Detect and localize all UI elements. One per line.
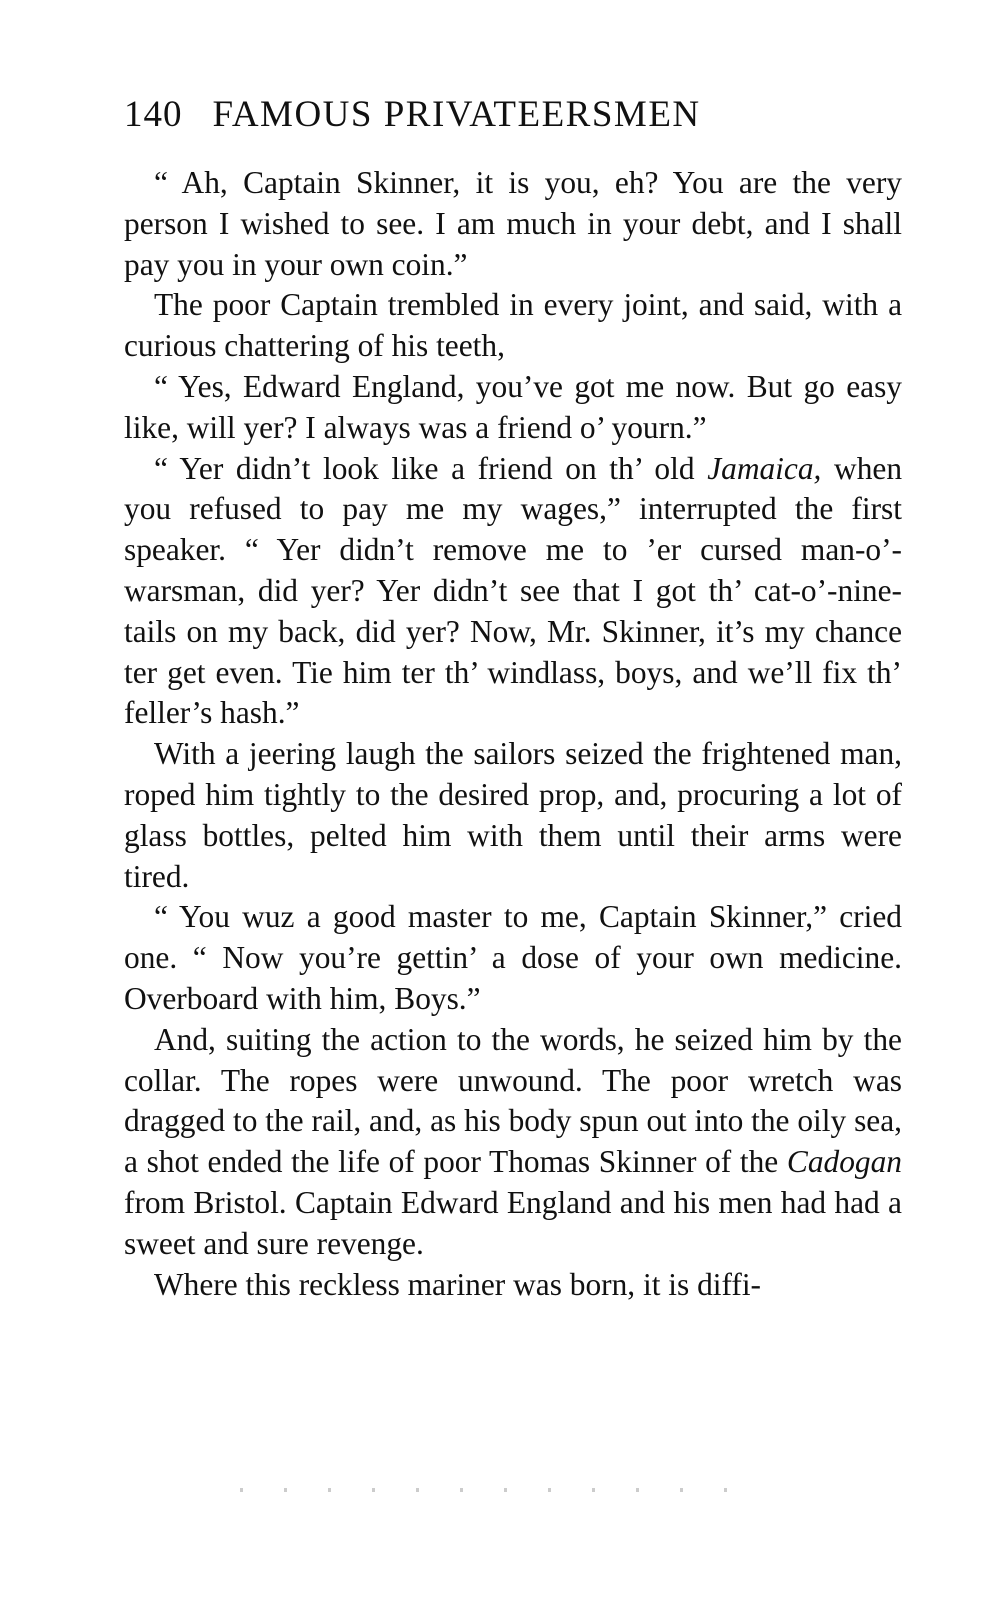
paragraph	[124, 367, 902, 449]
text-run: Where this reckless mariner was born, it is diffi-	[154, 1266, 761, 1302]
paragraph	[124, 1265, 902, 1306]
text-run: And, suiting the action to the words, he seized him by the collar. The ropes were unwound. The poor wretch was dragged to the rail, and, as his body spun out into the oily sea, a shot ended the life of poor Thomas Skinner of the	[124, 1021, 902, 1180]
paragraph	[124, 163, 902, 285]
text-run: when you refused to pay me my wages,” interrupted the first speaker. “ Yer didn’t remove me to ’er cursed man-o’-warsman, did yer? Yer didn’t see that I got th’ cat-o’-nine-tails on my back, did yer? Now, Mr. Skinner, it’s my chance ter get even. Tie him ter th’ windlass, boys, and we’ll fix th’ feller’s hash.”	[124, 450, 903, 731]
page-number: 140	[124, 94, 183, 135]
text-run: “ You wuz a good master to me, Captain Skinner,” cried one. “ Now you’re gettin’ a dose of your own medicine. Overboard with him, Boys.”	[124, 899, 902, 1016]
paragraph	[124, 285, 902, 367]
text-run: With a jeering laugh the sailors seized the frightened man, roped him tightly to the desired prop, and, procuring a lot of glass bottles, pelted him with them until their arms were tired.	[124, 736, 902, 894]
italic-text: Cadogan	[786, 1144, 902, 1180]
paragraph	[124, 1020, 902, 1265]
text-run: “ Yes, Edward England, you’ve got me now. But go easy like, will yer? I always was a friend o’ yourn.”	[124, 368, 902, 445]
italic-text: Jamaica,	[707, 450, 822, 486]
paragraph	[124, 897, 902, 1019]
paragraph	[124, 449, 902, 735]
scan-specks	[240, 1488, 760, 1492]
text-run: “ Yer didn’t look like a friend on th’ old	[154, 450, 708, 486]
body-text	[124, 163, 902, 1305]
paragraph	[124, 734, 902, 897]
book-page	[124, 96, 902, 1305]
text-run: from Bristol. Captain Edward England and his men had had a sweet and sure revenge.	[124, 1184, 902, 1261]
page-header	[124, 96, 902, 133]
running-head: FAMOUS PRIVATEERSMEN	[212, 94, 701, 135]
text-run: “ Ah, Captain Skinner, it is you, eh? You are the very person I wished to see. I am much in your debt, and I shall pay you in your own coin.”	[124, 165, 902, 282]
text-run: The poor Captain trembled in every joint, and said, with a curious chattering of his teeth,	[124, 287, 902, 364]
